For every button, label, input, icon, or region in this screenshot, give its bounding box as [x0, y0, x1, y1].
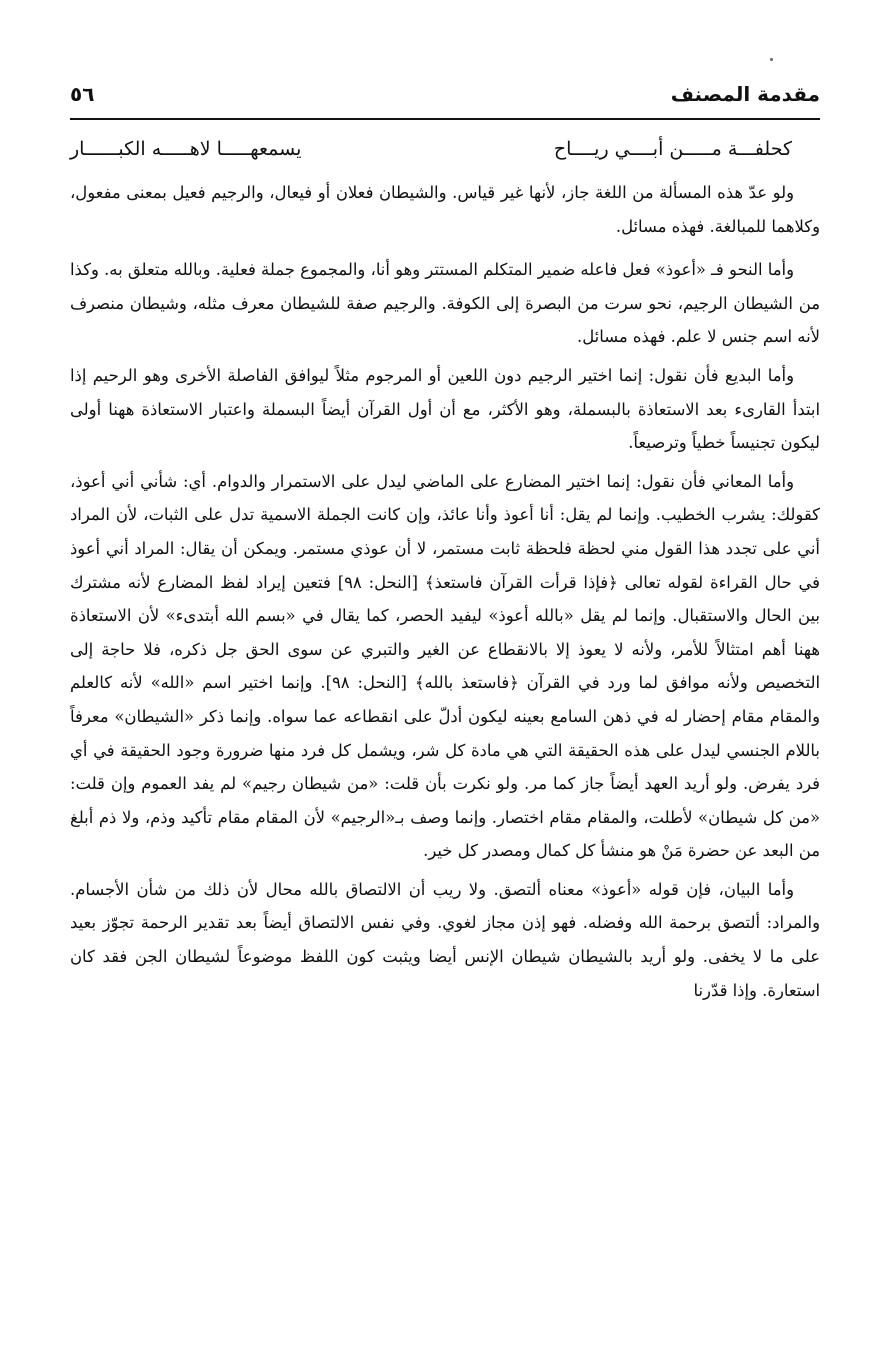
paragraph-maani: وأما المعاني فأن نقول: إنما اختير المضارع على الماضي ليدل على الاستمرار والدوام. أي: شأني أني أعوذ، كقولك: يشرب الخطيب. وإنما لم يقل: أنا أعوذ وأنا عائذ، وإن كانت الجملة الاسمية تدل على الثبات، لأن المراد أني على تجدد هذا القول مني لحظة فلحظة ثابت مستمر، لا أن عوذي مستمر. ويمكن أن يقال: المراد أني أعوذ في حال القراءة لقوله تعالى ﴿فإذا قرأت القرآن فاستعذ﴾ [النحل: ٩٨] فتعين إيراد لفظ المضارع لأنه مشترك بين الحال والاستقبال. وإنما لم يقل «بالله أعوذ» ليفيد الحصر، كما يقال في «بسم الله أبتدىء» لأن الاستعاذة ههنا أهم امتثالاً للأمر، ولأنه لا يعوذ إلا بالانقطاع عن الغير والتبري عن سوى الحق جل ذكره، فلا حاجة إلى التخصيص ولأنه موافق لما ورد في القرآن ﴿فاستعذ بالله﴾ [النحل: ٩٨]. وإنما اختير اسم «الله» لأنه كالعلم والمقام مقام إحضار له في ذهن السامع بعينه ليكون أدلّ على انقطاعه عما سواه. وإنما ذكر «الشيطان» معرفاً باللام الجنسي ليدل على هذه الحقيقة التي هي مادة كل شر، ويشمل كل فرد منها ضرورة وجود الحقيقة في أي فرد يفرض. ولو أريد العهد أيضاً جاز كما مر. ولو نكرت بأن قلت: «من شيطان رجيم» لم يفد العموم وإن قلت: «من كل شيطان» لأطلت، والمقام مقام اختصار. وإنما وصف بـ«الرجيم» لأن المقام مقام تأكيد وذم، ولا ذم أبلغ من البعد عن حضرة مَنْ هو منشأ كل كمال ومصدر كل خير. [70, 471, 821, 861]
document-page [70, 72, 820, 1332]
page-number: ٥٦ [70, 82, 95, 106]
paragraph-bayan: وأما البيان، فإن قوله «أعوذ» معناه ألتصق. ولا ريب أن الالتصاق بالله محال لأن ذلك من شأن الأجسام. والمراد: ألتصق برحمة الله وفضله. فهو إذن مجاز لغوي. وفي نفس الالتصاق أيضاً بعد تقدير الرحمة تجوّز بعيد على ما لا يخفى. ولو أريد بالشيطان شيطان الإنس أيضا ويثبت كون اللفظ موضوعاً لشيطان الجن فقد كان استعارة. وإذا قدّرنا [70, 879, 820, 1000]
paragraph-grammar: وأما النحو فـ «أعوذ» فعل فاعله ضمير المتكلم المستتر وهو أنا، والمجموع جملة فعلية. وبالله متعلق به. وكذا من الشيطان الرجيم، نحو سرت من البصرة إلى الكوفة. والرجيم صفة للشيطان معرف مثله، وشيطان منصرف لأنه اسم جنس لا علم. فهذه مسائل. [70, 260, 820, 347]
poetry-verse [70, 134, 820, 172]
verse-second-hemistich: يسمعهـــــا لاهـــــه الكبــــــار [70, 138, 302, 160]
header-title: مقدمة المصنف [670, 82, 820, 106]
paragraph-lexical: ولو عدّ هذه المسألة من اللغة جاز، لأنها غير قياس. والشيطان فعلان أو فيعال، والرجيم فعيل بمعنى مفعول، وكلاهما للمبالغة. فهذه مسائل. [70, 183, 820, 236]
scan-speck [770, 58, 773, 61]
paragraph-badi: وأما البديع فأن نقول: إنما اختير الرجيم دون اللعين أو المرجوم مثلاً ليوافق الفاصلة الأخرى وهو الرحيم إذا ابتدأ القارىء بعد الاستعاذة بالبسملة، وهو الأكثر، مع أن أول القرآن أيضاً البسملة واعتبار الاستعاذة ههنا أولى ليكون تجنيساً خطياً وترصيعاً. [70, 365, 820, 453]
verse-first-hemistich: كحلفـــة مـــــن أبــــي ريــــاح [553, 138, 792, 160]
body-text [70, 176, 820, 1007]
running-header [70, 72, 820, 120]
